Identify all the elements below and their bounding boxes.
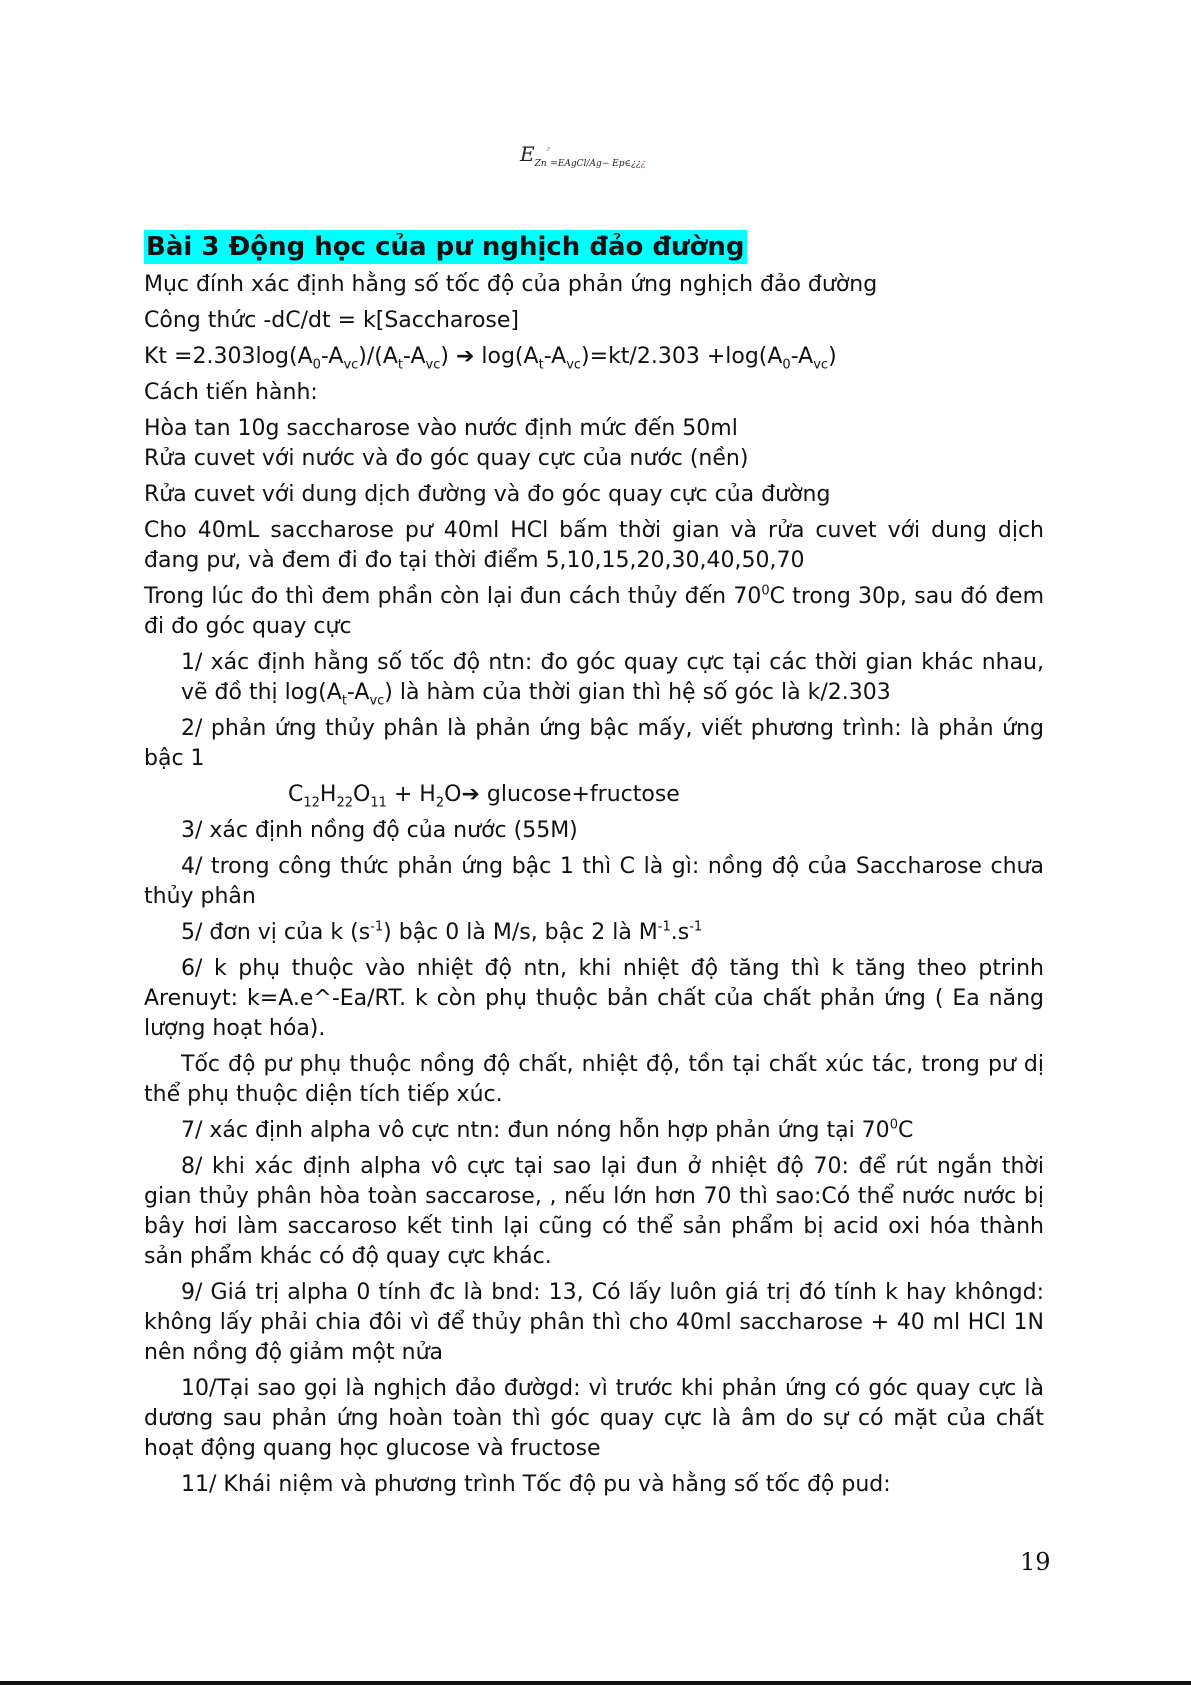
procedure-step: Trong lúc đo thì đem phần còn lại đun cách thủy đến $70^0C$ trong 30p, sau đó đem đi đo góc quay cực (144, 583, 1045, 639)
question-5: 5/ đơn vị của k $(s^{-1})$ bậc 0 là M/s, bậc 2 là $M^{-1}.s^{-1}$ (181, 919, 703, 945)
arrow-icon: ➔ (455, 344, 475, 369)
formula-part: ² (546, 146, 551, 157)
kt-equation-line: $Kt =2.303\log(A_0-A_{vc})/(A_t-A_{vc})$ ➔ $\log(A_t-A_{vc})=kt/2.303 +\log(A_0-A_{vc})$ (144, 344, 837, 373)
question-9: 9/ Giá trị alpha 0 tính đc là bnd: 13, Có lấy luôn giá trị đó tính k hay khôngd: không lấy phải chia đôi vì để thủy phân thì cho 40ml saccharose + 40 ml HCl 1N nên nồng độ giảm một nửa (144, 1280, 1044, 1365)
electrode-potential-formula (520, 142, 646, 169)
question-3: 3/ xác định nồng độ của nước (55M) (181, 818, 578, 843)
procedure-step: Cho 40mL saccharose pư 40ml HCl bấm thời gian và rửa cuvet với dung dịch đang pư, và đem đi đo tại thời điểm 5,10,15,20,30,40,50,70 (144, 518, 1044, 573)
question-10: 10/Tại sao gọi là nghịch đảo đườgd: vì trước khi phản ứng có góc quay cực là dương sau phản ứng hoàn toàn thì góc quay cực là âm do sự có mặt của chất hoạt động quang học glucose và fructose (144, 1376, 1044, 1461)
page-number: 19 (1020, 1548, 1051, 1576)
procedure-heading: Cách tiến hành: (144, 380, 318, 405)
formula-part: − E (601, 159, 619, 169)
formula-part: Zn (534, 159, 547, 169)
section-title: Bài 3 Động học của pư nghịch đảo đường (146, 232, 745, 262)
procedure-step: Rửa cuvet với dung dịch đường và đo góc quay cực của đường (144, 482, 831, 507)
question-7: 7/ xác định alpha vô cực ntn: đun nóng hỗn hợp phản ứng tại $70^0C$ (181, 1117, 914, 1143)
question-1: 1/ xác định hằng số tốc độ ntn: đo góc quay cực tại các thời gian khác nhau, vẽ đồ thị $\log(A_t-A_{vc})$ là hàm của thời gian thì hệ số góc là k/2.303 (181, 650, 1044, 709)
hydrolysis-reaction: $C_{12}H_{22}O_{11}$ + $H_2O➔$ glucose+fructose (288, 782, 680, 811)
formula-part: =E (550, 159, 565, 169)
formula-main: E (520, 142, 535, 166)
formula-part: p∈¿¿ (618, 159, 641, 169)
rate-formula-line: Công thức -dC/dt = k[Saccharose] (144, 308, 519, 333)
purpose-line: Mục đính xác định hằng số tốc độ của phản ứng nghịch đảo đường (144, 272, 878, 297)
main-content (144, 230, 1044, 1506)
question-11: 11/ Khái niệm và phương trình Tốc độ pu và hằng số tốc độ pud: (181, 1472, 891, 1497)
question-8: 8/ khi xác định alpha vô cực tại sao lại đun ở nhiệt độ 70: để rút ngắn thời gian thủy phân hòa toàn saccarose, , nếu lớn hơn 70 thì sao:Có thể nước nước bị bây hơi làm saccaroso kết tinh lại cũng có thể sản phẩm bị acid oxi hóa thành sản phẩm khác có độ quay cực khác. (144, 1154, 1044, 1269)
question-6-note: Tốc độ pư phụ thuộc nồng độ chất, nhiệt độ, tồn tại chất xúc tác, trong pư dị thể phụ thuộc diện tích tiếp xúc. (144, 1052, 1044, 1107)
arrow-icon: ➔ (461, 782, 480, 807)
formula-part: ¿ (640, 159, 646, 169)
formula-part: AgCl/Ag (564, 159, 602, 169)
page-bottom-divider (0, 1681, 1191, 1685)
procedure-step: Hòa tan 10g saccharose vào nước định mức đến 50ml (144, 416, 738, 441)
question-4: 4/ trong công thức phản ứng bậc 1 thì C là gì: nồng độ của Saccharose chưa thủy phân (144, 854, 1044, 909)
question-6: 6/ k phụ thuộc vào nhiệt độ ntn, khi nhiệt độ tăng thì k tăng theo ptrinh Arenuyt: k=A.e^-Ea/RT. k còn phụ thuộc bản chất của chất phản ứng ( Ea năng lượng hoạt hóa). (144, 956, 1044, 1041)
procedure-step: Rửa cuvet với nước và đo góc quay cực của nước (nền) (144, 446, 749, 471)
question-2: 2/ phản ứng thủy phân là phản ứng bậc mấy, viết phương trình: là phản ứng bậc 1 (144, 716, 1044, 771)
